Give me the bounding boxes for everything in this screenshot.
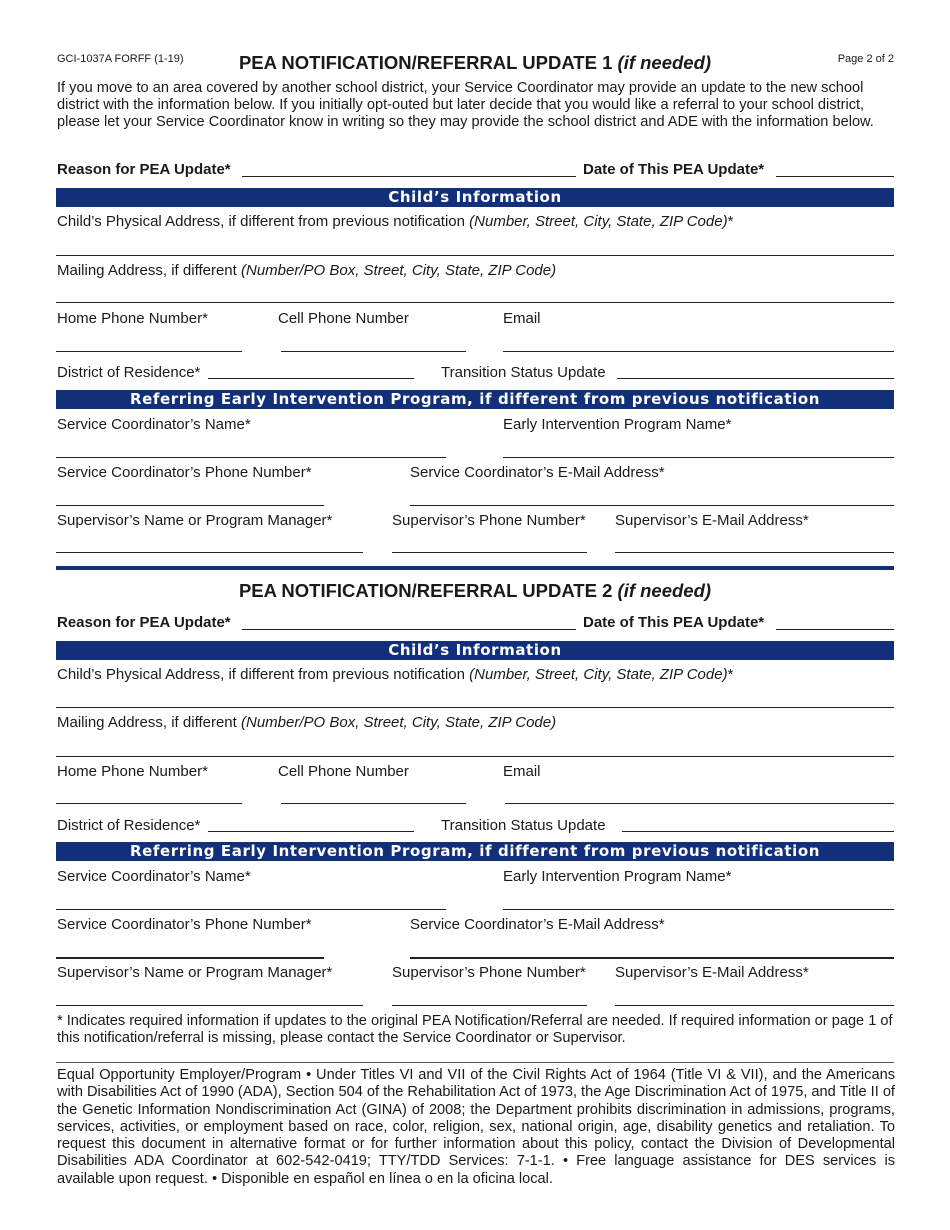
physical-address-label-1: [57, 213, 733, 230]
transition-field-1[interactable]: [617, 378, 894, 379]
district-field-2[interactable]: [208, 831, 414, 832]
sc-name-field-2[interactable]: [56, 909, 446, 910]
sc-phone-field-1[interactable]: [56, 505, 324, 506]
home-phone-field-2[interactable]: [56, 803, 242, 804]
email-field-1[interactable]: [503, 351, 894, 352]
district-field-1[interactable]: [208, 378, 414, 379]
physical-address-hint-2: (Number, Street, City, State, ZIP Code): [469, 666, 728, 683]
date-field-1[interactable]: [776, 176, 894, 177]
referring-program-header-1: Referring Early Intervention Program, if different from previous notification: [56, 390, 894, 409]
transition-label-2: Transition Status Update: [441, 817, 606, 834]
transition-label-1: Transition Status Update: [441, 364, 606, 381]
supervisor-name-field-2[interactable]: [56, 1005, 363, 1006]
home-phone-field-1[interactable]: [56, 351, 242, 352]
physical-address-req-1: *: [727, 213, 734, 230]
sc-phone-label-1: Service Coordinator’s Phone Number*: [57, 464, 312, 481]
mailing-address-field-2[interactable]: [56, 756, 894, 757]
sc-email-label-2: Service Coordinator’s E-Mail Address*: [410, 916, 665, 933]
footer-divider: [56, 1062, 894, 1063]
supervisor-name-label-2: Supervisor’s Name or Program Manager*: [57, 964, 333, 981]
reason-label-2: Reason for PEA Update*: [57, 614, 231, 631]
sc-email-field-1[interactable]: [410, 505, 894, 506]
sc-email-label-1: Service Coordinator’s E-Mail Address*: [410, 464, 665, 481]
district-label-1: District of Residence*: [57, 364, 201, 381]
section-1-title-suffix: (if needed): [617, 52, 712, 73]
physical-address-text-2: Child’s Physical Address, if different from previous notification: [57, 666, 465, 683]
sc-phone-label-2: Service Coordinator’s Phone Number*: [57, 916, 312, 933]
referring-program-header-2: Referring Early Intervention Program, if different from previous notification: [56, 842, 894, 861]
home-phone-label-2: Home Phone Number*: [57, 763, 208, 780]
intro-paragraph: If you move to an area covered by another school district, your Service Coordinator may provide an update to the new school district with the information below. If you initially opt-outed but later decide that you would like a referral to your school district, please let your Service Coordinator know in writing so they may provide the school district and ADE with the information below.: [57, 80, 874, 130]
mailing-address-hint-2: (Number/PO Box, Street, City, State, ZIP Code): [241, 714, 557, 731]
physical-address-field-1[interactable]: [56, 255, 894, 256]
cell-phone-field-1[interactable]: [281, 351, 466, 352]
sc-name-field-1[interactable]: [56, 457, 446, 458]
physical-address-req-2: *: [727, 666, 734, 683]
reason-field-2[interactable]: [242, 629, 576, 630]
mailing-address-text-2: Mailing Address, if different: [57, 714, 237, 731]
mailing-address-label-1: [57, 262, 556, 279]
child-info-header-1: Child’s Information: [56, 188, 894, 207]
transition-field-2[interactable]: [622, 831, 894, 832]
sc-email-field-2[interactable]: [410, 957, 894, 959]
required-footnote: * Indicates required information if updates to the original PEA Notification/Referral are needed. If required information or page 1 of this notification/referral is missing, please contact the Service Coordinator or Supervisor.: [57, 1013, 893, 1046]
supervisor-name-label-1: Supervisor’s Name or Program Manager*: [57, 512, 333, 529]
mailing-address-field-1[interactable]: [56, 302, 894, 303]
form-id: GCI-1037A FORFF (1-19): [57, 53, 184, 65]
cell-phone-label-1: Cell Phone Number: [278, 310, 409, 327]
section-2-title-text: PEA NOTIFICATION/REFERRAL UPDATE 2: [238, 580, 613, 601]
supervisor-email-field-2[interactable]: [615, 1005, 894, 1006]
supervisor-phone-field-1[interactable]: [392, 552, 587, 553]
supervisor-phone-label-1: Supervisor’s Phone Number*: [392, 512, 586, 529]
section-2-title: [0, 580, 950, 602]
cell-phone-label-2: Cell Phone Number: [278, 763, 409, 780]
reason-label-1: Reason for PEA Update*: [57, 161, 231, 178]
email-label-1: Email: [503, 310, 541, 327]
section-divider: [56, 566, 894, 570]
date-label-2: Date of This PEA Update*: [583, 614, 765, 631]
sc-name-label-2: Service Coordinator’s Name*: [57, 868, 251, 885]
physical-address-text-1: Child’s Physical Address, if different from previous notification: [57, 213, 465, 230]
home-phone-label-1: Home Phone Number*: [57, 310, 208, 327]
supervisor-phone-label-2: Supervisor’s Phone Number*: [392, 964, 586, 981]
supervisor-email-field-1[interactable]: [615, 552, 894, 553]
date-label-1: Date of This PEA Update*: [583, 161, 765, 178]
supervisor-email-label-2: Supervisor’s E-Mail Address*: [615, 964, 809, 981]
district-label-2: District of Residence*: [57, 817, 201, 834]
physical-address-field-2[interactable]: [56, 707, 894, 708]
supervisor-name-field-1[interactable]: [56, 552, 363, 553]
cell-phone-field-2[interactable]: [281, 803, 466, 804]
page-number: Page 2 of 2: [837, 53, 894, 65]
reason-field-1[interactable]: [242, 176, 576, 177]
ei-program-label-2: Early Intervention Program Name*: [503, 868, 732, 885]
section-1-title: [0, 52, 950, 74]
email-field-2[interactable]: [505, 803, 894, 804]
ei-program-field-1[interactable]: [503, 457, 894, 458]
email-label-2: Email: [503, 763, 541, 780]
supervisor-phone-field-2[interactable]: [392, 1005, 587, 1006]
section-1-title-text: PEA NOTIFICATION/REFERRAL UPDATE 1: [238, 52, 613, 73]
date-field-2[interactable]: [776, 629, 894, 630]
child-info-header-2: Child’s Information: [56, 641, 894, 660]
mailing-address-hint-1: (Number/PO Box, Street, City, State, ZIP Code): [241, 262, 557, 279]
physical-address-label-2: [57, 666, 733, 683]
ei-program-field-2[interactable]: [503, 909, 894, 910]
section-2-title-suffix: (if needed): [617, 580, 712, 601]
eeo-statement: Equal Opportunity Employer/Program • Under Titles VI and VII of the Civil Rights Act of 1964 (Title VI & VII), and the Americans with Disabilities Act of 1990 (ADA), Section 504 of the Rehabilitation Act of 1973, the Age Discrimination Act of 1975, and Title II of the Genetic Information Nondiscrimination Act (GINA) of 2008; the Department prohibits discrimination in admissions, programs, services, activities, or employment based on race, color, religion, sex, national origin, age, disability genetics and retaliation. To request this document in alternative format or for further information about this policy, contact the Division of Developmental Disabilities ADA Coordinator at 602-542-0419; TTY/TDD Services: 7-1-1. • Free language assistance for DES services is available upon request. • Disponible en español en línea o en la oficina local.: [57, 1067, 895, 1187]
supervisor-email-label-1: Supervisor’s E-Mail Address*: [615, 512, 809, 529]
mailing-address-text-1: Mailing Address, if different: [57, 262, 237, 279]
sc-phone-field-2[interactable]: [56, 957, 324, 959]
physical-address-hint-1: (Number, Street, City, State, ZIP Code): [469, 213, 728, 230]
mailing-address-label-2: [57, 714, 556, 731]
sc-name-label-1: Service Coordinator’s Name*: [57, 416, 251, 433]
ei-program-label-1: Early Intervention Program Name*: [503, 416, 732, 433]
